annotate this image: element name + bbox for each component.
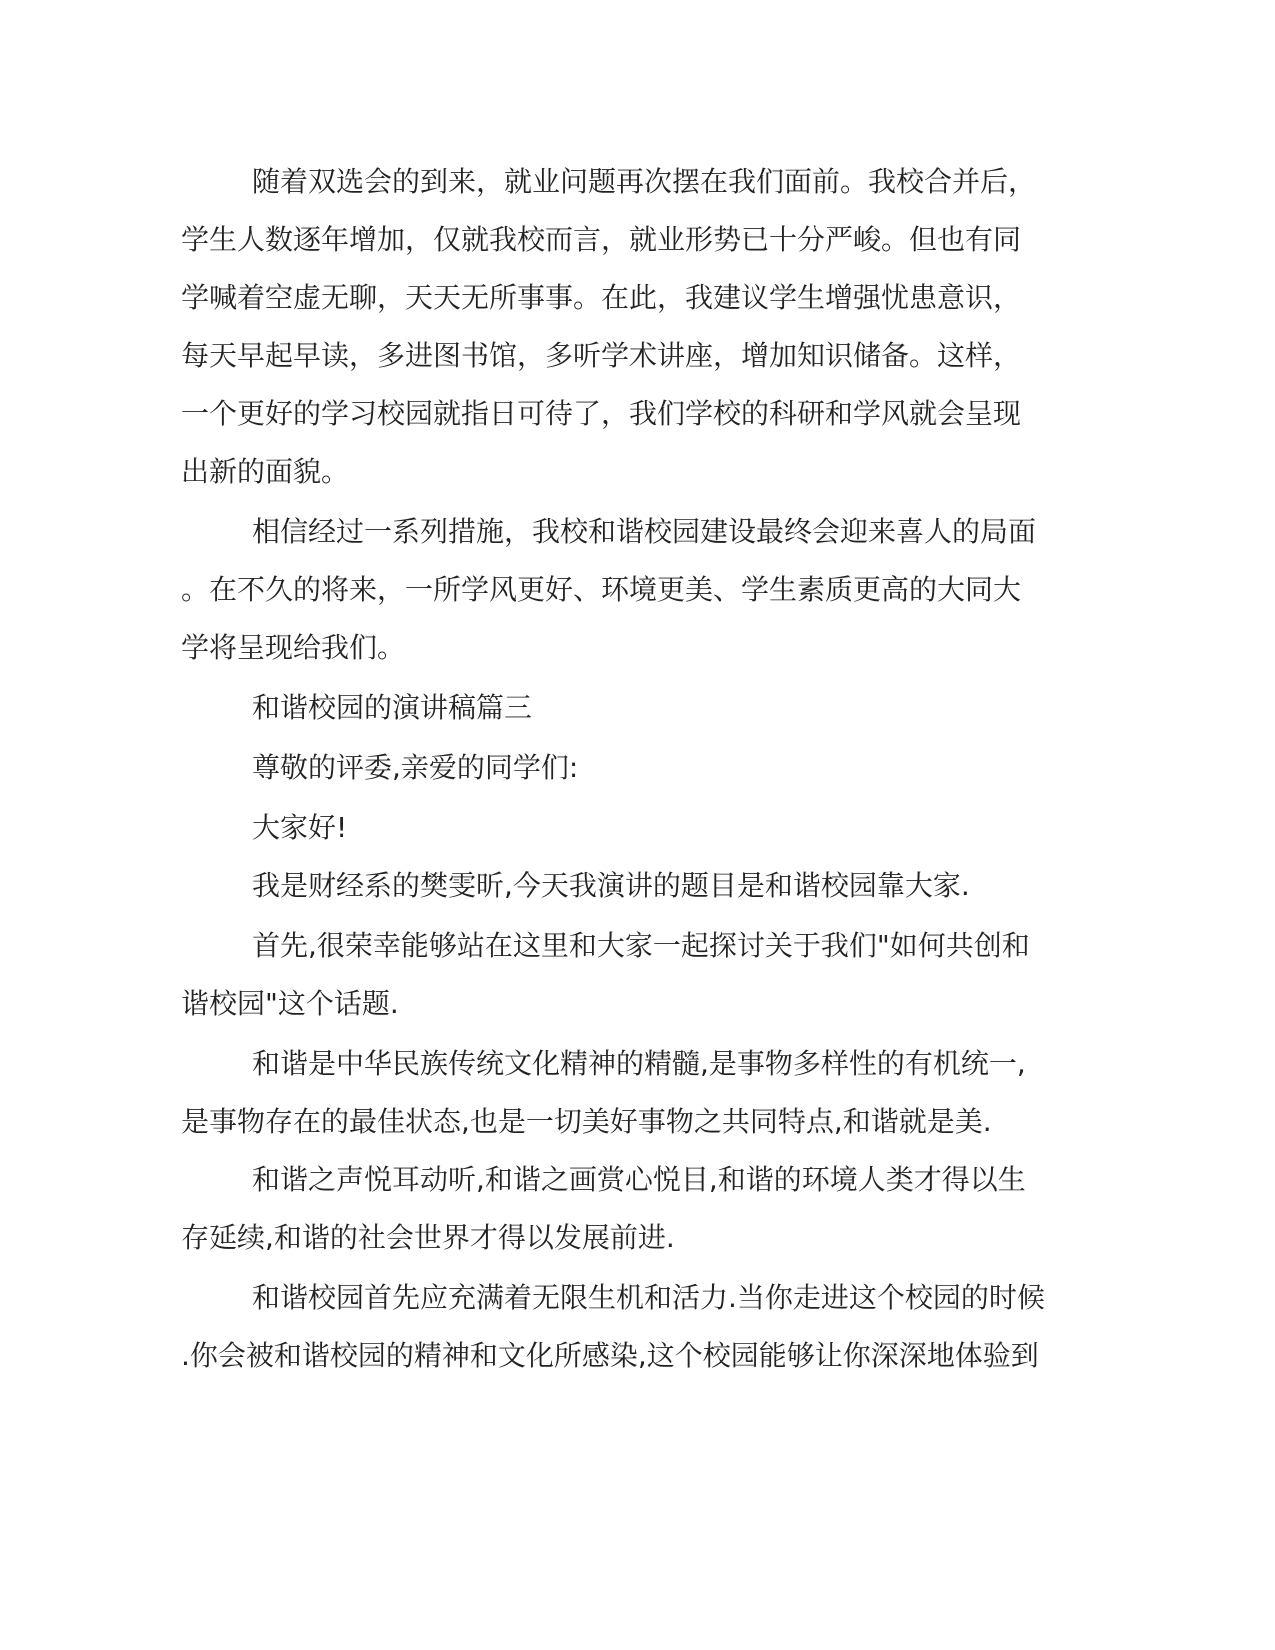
paragraph-line: 学生人数逐年增加，仅就我校而言，就业形势已十分严峻。但也有同 — [181, 223, 1022, 256]
paragraph-line: 是事物存在的最佳状态,也是一切美好事物之共同特点,和谐就是美. — [181, 1105, 992, 1138]
paragraph-line: 出新的面貌。 — [181, 455, 350, 488]
paragraph-line: 一个更好的学习校园就指日可待了，我们学校的科研和学风就会呈现 — [181, 397, 1022, 430]
paragraph-line: 学喊着空虚无聊，天天无所事事。在此，我建议学生增强忧患意识， — [181, 281, 1022, 314]
salutation: 尊敬的评委,亲爱的同学们: — [252, 751, 579, 784]
section-heading: 和谐校园的演讲稿篇三 — [252, 691, 533, 724]
paragraph-line: 和谐是中华民族传统文化精神的精髓,是事物多样性的有机统一, — [252, 1047, 1026, 1080]
paragraph-line: 和谐校园首先应充满着无限生机和活力.当你走进这个校园的时候 — [252, 1281, 1045, 1314]
paragraph-line: 和谐之声悦耳动听,和谐之画赏心悦目,和谐的环境人类才得以生 — [252, 1163, 1026, 1196]
paragraph-line: 每天早起早读，多进图书馆，多听学术讲座，增加知识储备。这样， — [181, 339, 1022, 372]
paragraph-line: 学将呈现给我们。 — [181, 631, 406, 664]
greeting: 大家好! — [252, 811, 348, 844]
paragraph-line: 我是财经系的樊雯昕,今天我演讲的题目是和谐校园靠大家. — [252, 869, 970, 902]
paragraph-line: 。在不久的将来，一所学风更好、环境更美、学生素质更高的大同大 — [181, 573, 1022, 606]
paragraph-line: .你会被和谐校园的精神和文化所感染,这个校园能够让你深深地体验到 — [181, 1339, 1039, 1372]
paragraph-line: 存延续,和谐的社会世界才得以发展前进. — [181, 1221, 675, 1254]
paragraph-line: 相信经过一系列措施，我校和谐校园建设最终会迎来喜人的局面 — [252, 515, 1037, 548]
paragraph-line: 随着双选会的到来，就业问题再次摆在我们面前。我校合并后， — [252, 165, 1037, 198]
paragraph-line: 谐校园"这个话题. — [181, 987, 399, 1020]
paragraph-line: 首先,很荣幸能够站在这里和大家一起探讨关于我们"如何共创和 — [252, 929, 1030, 962]
